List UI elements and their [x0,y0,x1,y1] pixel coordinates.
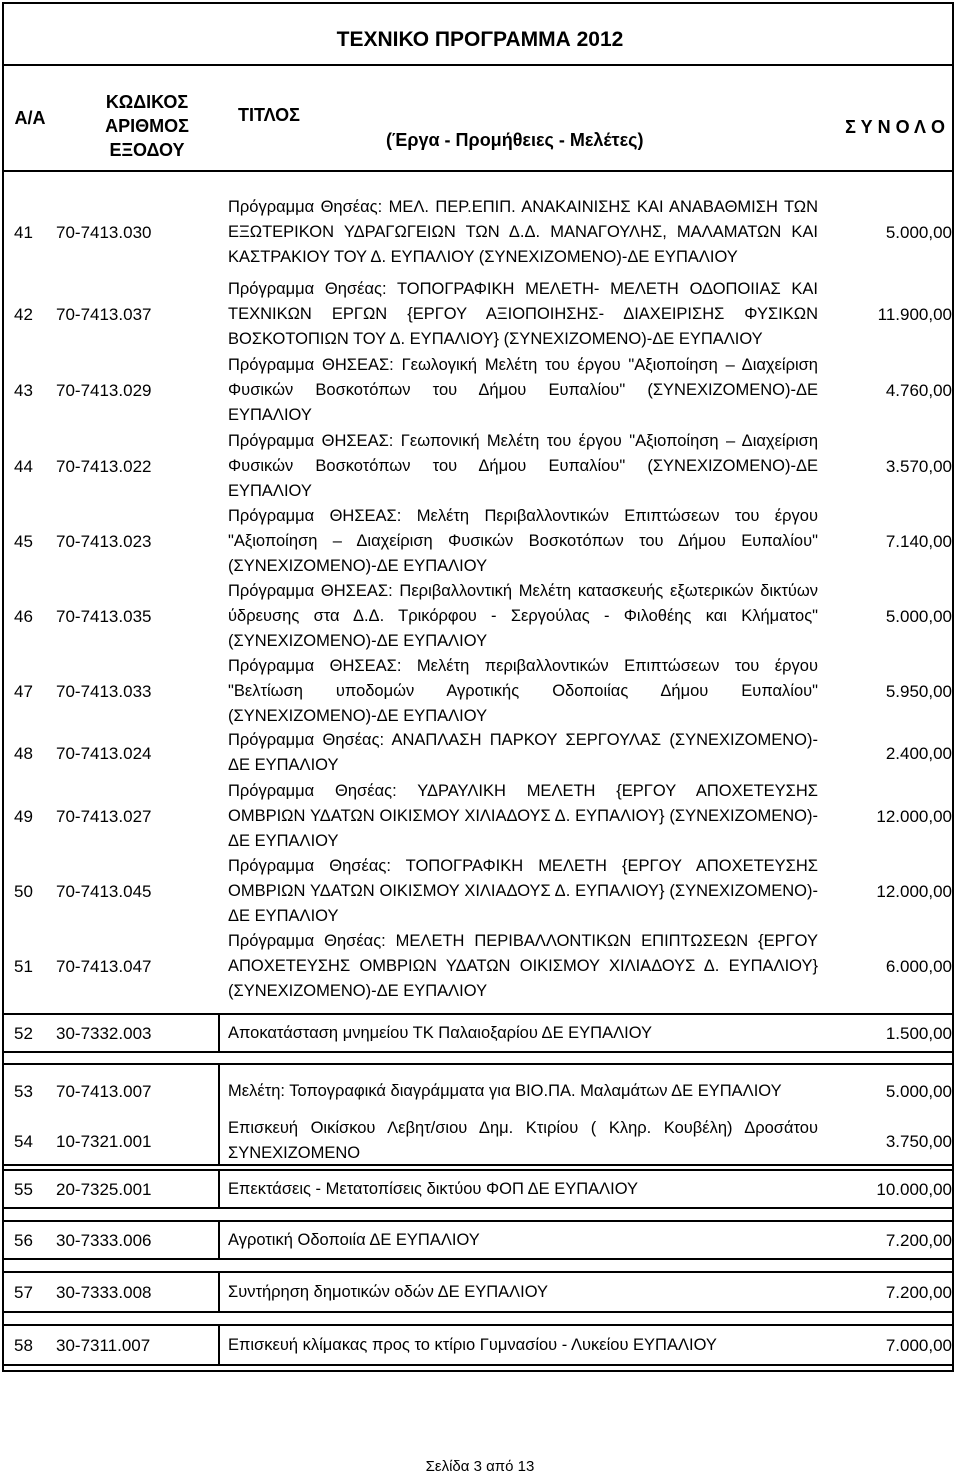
row-number: 41 [14,222,33,242]
row-number: 46 [14,606,33,626]
row-code: 20-7325.001 [56,1179,152,1199]
row-title-cell [228,1171,818,1207]
row-code: 30-7311.007 [56,1335,151,1355]
row-total: 7.200,00 [885,1282,952,1302]
row-title: Πρόγραμμα Θησέας: ΜΕΛΕΤΗ ΠΕΡΙΒΑΛΛΟΝΤΙΚΩΝ ΕΠΙΠΤΩΣΕΩΝ {ΕΡΓΟΥ ΑΠΟΧΕΤΕΥΣΗΣ ΟΜΒΡΙΩΝ ΥΔΑΤΩΝ ΟΙΚΙΣΜΟΥ ΧΙΛΙΑΔΟΥΣ Δ. ΕΥΠΑΛΙΟΥ} (ΣΥΝΕΧΙΖΟΜΕΝΟ)-ΔΕ ΕΥΠΑΛΙΟΥ [228,931,818,1000]
table-row [4,352,952,428]
row-total: 5.950,00 [885,681,952,701]
table-row [4,428,952,504]
row-title-cell [228,276,818,352]
row-code: 70-7413.023 [56,531,152,551]
row-title: Επεκτάσεις - Μετατοπίσεις δικτύου ΦΟΠ ΔΕ ΕΥΠΑΛΙΟΥ [228,1179,639,1198]
header-code-line-3: ΕΞΟΔΟΥ [109,140,185,160]
header-total: Σ Υ Ν Ο Λ Ο [845,117,945,137]
row-title: Πρόγραμμα Θησέας: ΤΟΠΟΓΡΑΦΙΚΗ ΜΕΛΕΤΗ- ΜΕΛΕΤΗ ΟΔΟΠΟΙΙΑΣ ΚΑΙ ΤΕΧΝΙΚΩΝ ΕΡΓΩΝ {ΕΡΓΟΥ ΑΞΙΟΠΟΙΗΣΗΣ- ΔΙΑΧΕΙΡΙΣΗΣ ΦΥΣΙΚΩΝ ΒΟΣΚΟΤΟΠΙΩΝ ΤΟΥ Δ. ΕΥΠΑΛΙΟΥ} (ΣΥΝΕΧΙΖΟΜΕΝΟ)-ΔΕ ΕΥΠΑΛΙΟΥ [228,279,818,348]
row-number: 43 [14,380,33,400]
header-code-line-1: ΚΩΔΙΚΟΣ [105,92,189,112]
column-divider [218,1326,220,1364]
row-title: Πρόγραμμα Θησέας: ΜΕΛ. ΠΕΡ.ΕΠΙΠ. ΑΝΑΚΑΙΝΙΣΗΣ ΚΑΙ ΑΝΑΒΑΘΜΙΣΗ ΤΩΝ ΕΞΩΤΕΡΙΚΟΝ ΥΔΡΑΓΩΓΕΙΩΝ ΤΩΝ Δ.Δ. ΜΑΝΑΓΟΥΛΗΣ, ΜΑΛΑΜΑΤΩΝ ΚΑΙ ΚΑΣΤΡΑΚΙΟΥ ΤΟΥ Δ. ΕΥΠΑΛΙΟΥ (ΣΥΝΕΧΙΖΟΜΕΝΟ)-ΔΕ ΕΥΠΑΛΙΟΥ [228,197,818,266]
row-total: 5.000,00 [885,1081,952,1101]
table-row-group [4,1063,952,1166]
table-row [4,1220,952,1260]
row-number: 57 [14,1282,33,1302]
row-total: 5.000,00 [885,222,952,242]
row-total: 7.140,00 [885,531,952,551]
row-total: 7.000,00 [885,1335,952,1355]
table-row [4,276,952,352]
row-title-cell [228,352,818,428]
row-number: 42 [14,304,33,324]
row-total: 1.500,00 [885,1023,952,1043]
row-title: Πρόγραμμα ΘΗΣΕΑΣ: Γεωπονική Μελέτη του έργου "Αξιοποίηση – Διαχείριση Φυσικών Βοσκοτόπων του Δήμου Ευπαλίου" (ΣΥΝΕΧΙΖΟΜΕΝΟ)-ΔΕ ΕΥΠΑΛΙΟΥ [228,431,818,500]
row-total: 3.750,00 [885,1131,952,1151]
page-number: Σελίδα 3 από 13 [425,1458,535,1475]
table-row [4,853,952,929]
row-code: 30-7333.008 [56,1282,152,1302]
table-row [4,1116,952,1166]
table-row [4,1271,952,1313]
row-title-cell [228,1015,818,1051]
row-number: 47 [14,681,33,701]
row-total: 10.000,00 [876,1179,952,1199]
column-divider [218,1015,220,1051]
row-number: 53 [14,1081,33,1101]
row-total: 12.000,00 [876,806,952,826]
row-title: Επισκευή Οικίσκου Λεβητ/σιου Δημ. Κτιρίου ( Κληρ. Κουβέλη) Δροσάτου ΣΥΝΕΧΙΖΟΜΕΝΟ [228,1119,818,1162]
row-total: 2.400,00 [885,743,952,763]
row-title-cell [228,653,818,729]
row-title-cell [228,1065,818,1117]
row-number: 50 [14,881,33,901]
row-total: 4.760,00 [885,380,952,400]
row-code: 70-7413.037 [56,304,152,324]
row-title-cell [228,1116,818,1166]
table-row [4,928,952,1004]
row-title: Πρόγραμμα Θησέας: ΥΔΡΑΥΛΙΚΗ ΜΕΛΕΤΗ {ΕΡΓΟΥ ΑΠΟΧΕΤΕΥΣΗΣ ΟΜΒΡΙΩΝ ΥΔΑΤΩΝ ΟΙΚΙΣΜΟΥ ΧΙΛΙΑΔΟΥΣ Δ. ΕΥΠΑΛΙΟΥ} (ΣΥΝΕΧΙΖΟΜΕΝΟ)-ΔΕ ΕΥΠΑΛΙΟΥ [228,781,818,850]
row-title-cell [228,1222,818,1258]
header-top-rule [4,64,952,66]
row-number: 58 [14,1335,33,1355]
row-title: Πρόγραμμα ΘΗΣΕΑΣ: Γεωλογική Μελέτη του έργου "Αξιοποίηση – Διαχείριση Φυσικών Βοσκοτόπων του Δήμου Ευπαλίου" (ΣΥΝΕΧΙΖΟΜΕΝΟ)-ΔΕ ΕΥΠΑΛΙΟΥ [228,355,818,424]
row-code: 70-7413.030 [56,222,152,242]
row-title: Πρόγραμμα ΘΗΣΕΑΣ: Περιβαλλοντική Μελέτη κατασκευής εξωτερικών δικτύων ύδρευσης στα Δ.Δ. Τρικόρφου - Σεργούλας - Φιλοθέης και Κλήματος" (ΣΥΝΕΧΙΖΟΜΕΝΟ)-ΔΕ ΕΥΠΑΛΙΟΥ [228,581,818,650]
table-row [4,778,952,854]
header-aa: Α/Α [14,108,46,128]
row-code: 30-7332.003 [56,1023,152,1043]
row-number: 54 [14,1131,33,1151]
row-total: 5.000,00 [885,606,952,626]
row-title-cell [228,853,818,929]
row-number: 55 [14,1179,33,1199]
document-title: ΤΕΧΝΙΚΟ ΠΡΟΓΡΑΜΜΑ 2012 [336,28,624,51]
table-row [4,1013,952,1053]
row-title: Πρόγραμμα Θησέας: ΤΟΠΟΓΡΑΦΙΚΗ ΜΕΛΕΤΗ {ΕΡΓΟΥ ΑΠΟΧΕΤΕΥΣΗΣ ΟΜΒΡΙΩΝ ΥΔΑΤΩΝ ΟΙΚΙΣΜΟΥ ΧΙΛΙΑΔΟΥΣ Δ. ΕΥΠΑΛΙΟΥ} (ΣΥΝΕΧΙΖΟΜΕΝΟ)-ΔΕ ΕΥΠΑΛΙΟΥ [228,856,818,925]
row-title-cell [228,503,818,579]
row-title-cell [228,928,818,1004]
column-divider [218,1222,220,1258]
row-code: 70-7413.022 [56,456,152,476]
row-title-cell [228,578,818,654]
row-code: 70-7413.033 [56,681,152,701]
row-number: 56 [14,1230,33,1250]
row-number: 48 [14,743,33,763]
table-row [4,1169,952,1209]
table-row [4,1324,952,1366]
row-total: 12.000,00 [876,881,952,901]
row-code: 70-7413.027 [56,806,152,826]
table-row [4,653,952,729]
row-number: 45 [14,531,33,551]
column-divider [218,1273,220,1311]
header-title: ΤΙΤΛΟΣ [238,105,300,125]
row-title-cell [228,1273,818,1311]
row-title-cell [228,428,818,504]
header-bottom-rule [4,170,952,172]
row-total: 7.200,00 [885,1230,952,1250]
row-code: 70-7413.035 [56,606,152,626]
row-code: 70-7413.047 [56,956,152,976]
table-row [4,578,952,654]
row-title: Μελέτη: Τοπογραφικά διαγράμματα για ΒΙΟ.ΠΑ. Μαλαμάτων ΔΕ ΕΥΠΑΛΙΟΥ [228,1081,782,1100]
row-title: Επισκευή κλίμακας προς το κτίριο Γυμνασίου - Λυκείου ΕΥΠΑΛΙΟΥ [228,1335,717,1354]
row-title: Πρόγραμμα ΘΗΣΕΑΣ: Μελέτη Περιβαλλοντικών Επιπτώσεων του έργου "Αξιοποίηση – Διαχείριση Φυσικών Βοσκοτόπων του Δήμου Ευπαλίου" (ΣΥΝΕΧΙΖΟΜΕΝΟ)-ΔΕ ΕΥΠΑΛΙΟΥ [228,506,818,575]
table-row [4,1065,952,1117]
row-code: 70-7413.029 [56,380,152,400]
header-code [72,90,222,162]
table-row [4,728,952,778]
row-code: 70-7413.024 [56,743,152,763]
row-number: 44 [14,456,33,476]
row-total: 11.900,00 [877,304,952,324]
row-title-cell [228,778,818,854]
row-code: 30-7333.006 [56,1230,152,1250]
table-row [4,503,952,579]
row-number: 52 [14,1023,33,1043]
row-title-cell [228,1326,818,1364]
row-title-cell [228,195,818,269]
row-title-cell [228,728,818,778]
column-divider [218,1171,220,1207]
table-row [4,195,952,269]
row-number: 51 [14,956,33,976]
row-code: 70-7413.007 [56,1081,152,1101]
row-title: Πρόγραμμα Θησέας: ΑΝΑΠΛΑΣΗ ΠΑΡΚΟΥ ΣΕΡΓΟΥΛΑΣ (ΣΥΝΕΧΙΖΟΜΕΝΟ)-ΔΕ ΕΥΠΑΛΙΟΥ [228,731,818,774]
row-title: Πρόγραμμα ΘΗΣΕΑΣ: Μελέτη περιβαλλοντικών Επιπτώσεων του έργου "Βελτίωση υποδομών Αγροτικής Οδοποιίας Δήμου Ευπαλίου" (ΣΥΝΕΧΙΖΟΜΕΝΟ)-ΔΕ ΕΥΠΑΛΙΟΥ [228,656,818,725]
row-code: 10-7321.001 [56,1131,152,1151]
header-code-line-2: ΑΡΙΘΜΟΣ [105,116,189,136]
row-title: Αγροτική Οδοποιία ΔΕ ΕΥΠΑΛΙΟΥ [228,1230,480,1249]
row-code: 70-7413.045 [56,881,152,901]
row-total: 6.000,00 [885,956,952,976]
row-total: 3.570,00 [885,456,952,476]
row-number: 49 [14,806,33,826]
row-title: Αποκατάσταση μνημείου ΤΚ Παλαιοξαρίου ΔΕ ΕΥΠΑΛΙΟΥ [228,1023,653,1042]
header-subtitle: (Έργα - Προμήθειες - Μελέτες) [386,130,644,150]
row-title: Συντήρηση δημοτικών οδών ΔΕ ΕΥΠΑΛΙΟΥ [228,1282,549,1301]
